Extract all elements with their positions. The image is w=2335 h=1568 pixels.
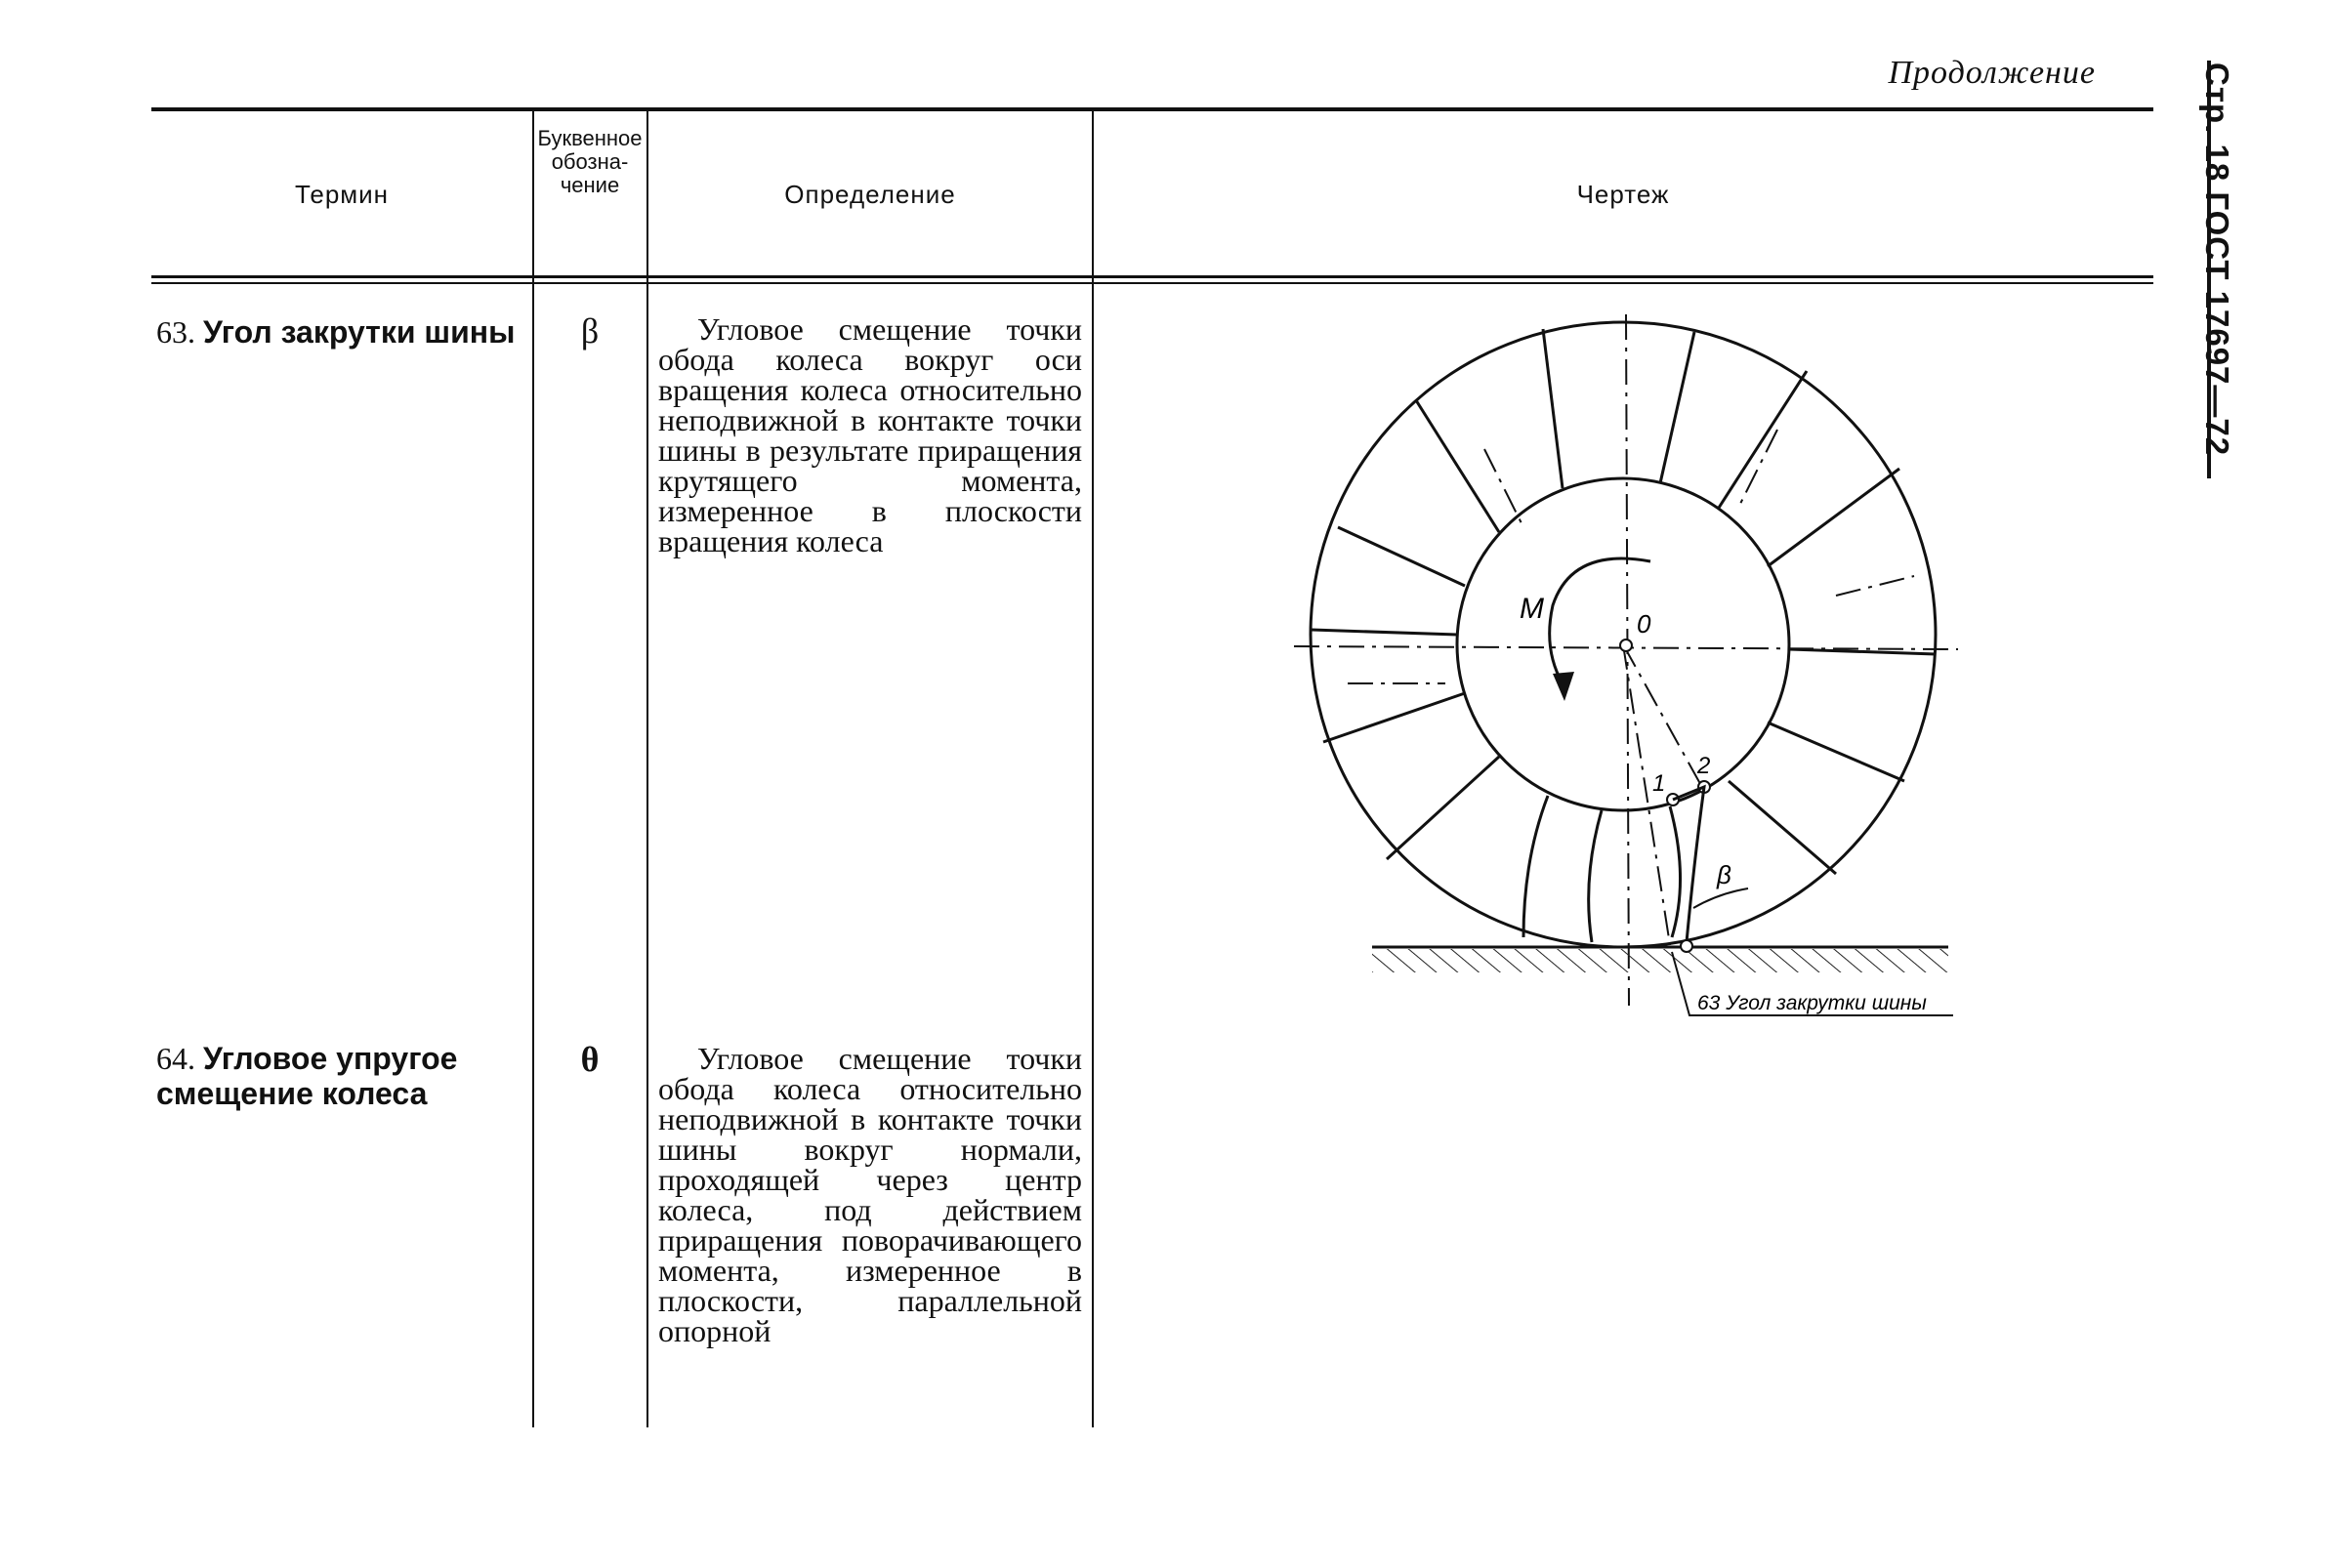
label-angle: β [1717,860,1731,889]
side-header: Стр. 18 ГОСТ 17697—72 [2199,62,2235,457]
definition-64: Угловое смещение точки обода колеса относительно неподвижной в контакте точки шины вокруг нормали, проходящей через центр колеса, под действием приращения поворачивающего момента, измеренное в плоскости, параллельной опорной [658,1041,1082,1348]
tread-lines [1312,329,1936,942]
column-header-symbol: Буквенное обозна- чение [537,126,643,197]
term-63 [156,314,525,350]
table-header-rule [151,275,2153,278]
ground-hatch [1372,949,1948,972]
label-point1: 1 [1652,770,1666,797]
term-number: 63. [156,314,195,350]
table-header-rule-2 [151,282,2153,284]
column-header-definition: Определение [784,180,956,209]
tire-twist-drawing [1270,308,1973,1030]
center-lines [1294,314,1958,1006]
label-center: 0 [1637,609,1651,639]
column-divider-2 [646,109,648,1427]
term-64 [156,1041,525,1111]
label-point2: 2 [1697,753,1711,779]
term-name: Угол закрутки шины [203,314,516,350]
column-divider-3 [1092,109,1094,1427]
tire-outer-circle [1311,322,1936,947]
table-top-rule [151,107,2153,111]
term-name: Угловое упругое смещение колеса [156,1041,458,1111]
center-point [1620,640,1632,651]
column-header-term: Термин [294,180,390,209]
definition-63: Угловое смещение точки обода колеса вокруг оси вращения колеса относительно неподвижной в контакте точки шины в результате приращения крутящего момента, измеренное в плоскости вращения колеса [658,311,1082,558]
figure-caption: 63 Угол закрутки шины [1697,992,1927,1014]
continuation-label: Продолжение [1888,55,2096,91]
label-moment: M [1520,593,1544,625]
symbol-64: θ [580,1040,600,1079]
symbol-63: β [580,311,600,351]
column-header-drawing: Чертеж [1576,180,1670,209]
term-number: 64. [156,1041,195,1076]
column-divider-1 [532,109,534,1427]
beta-arc [1693,888,1748,908]
